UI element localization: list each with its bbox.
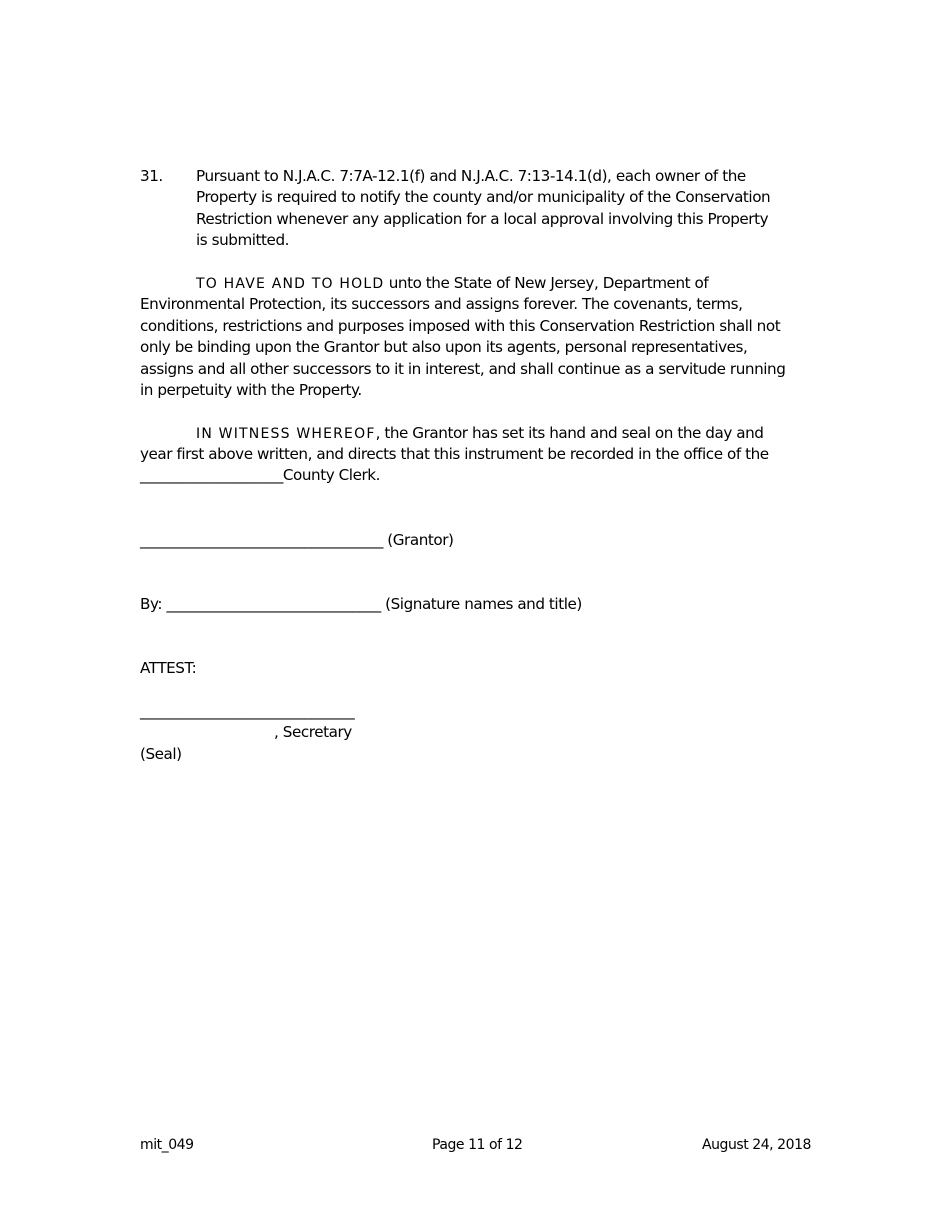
item31-line-2: Property is required to notify the county and/or municipality of the Conservation (196, 188, 771, 206)
footer-date: August 24, 2018 (701, 1137, 811, 1153)
habendum-lead: TO HAVE AND TO HOLD (196, 276, 385, 292)
item31-line-4: is submitted. (196, 231, 290, 249)
footer-page-number: Page 11 of 12 (432, 1137, 523, 1153)
secretary-label: , Secretary (274, 723, 352, 741)
habendum-line-4: only be binding upon the Grantor but also upon its agents, personal representatives, (140, 338, 748, 356)
item31-line-3: Restriction whenever any application for a local approval involving this Property (196, 210, 769, 228)
attest-signature-line: ______________________________ (140, 702, 355, 720)
habendum-line-2: Environmental Protection, its successors and assigns forever. The covenants, terms, (140, 295, 743, 313)
witness-line-3: ____________________County Clerk. (140, 466, 380, 484)
habendum-first-line (196, 274, 708, 292)
habendum-line-6: in perpetuity with the Property. (140, 381, 362, 399)
item-number: 31. (140, 167, 163, 185)
witness-first-line (196, 424, 763, 442)
habendum-line-3: conditions, restrictions and purposes imposed with this Conservation Restriction shall not (140, 317, 781, 335)
attest-label: ATTEST: (140, 659, 197, 677)
seal-label: (Seal) (140, 745, 182, 763)
by-signature-line: By: ______________________________ (Signature names and title) (140, 595, 582, 613)
item31-line-1: Pursuant to N.J.A.C. 7:7A-12.1(f) and N.J.A.C. 7:13-14.1(d), each owner of the (196, 167, 746, 185)
grantor-signature-line: __________________________________ (Grantor) (140, 531, 454, 549)
witness-lead: IN WITNESS WHEREOF (196, 426, 376, 442)
witness-line-2: year first above written, and directs that this instrument be recorded in the office of the (140, 445, 769, 463)
habendum-line-5: assigns and all other successors to it in interest, and shall continue as a servitude running (140, 360, 786, 378)
witness-first-rest: , the Grantor has set its hand and seal on the day and (375, 424, 764, 442)
habendum-first-rest: unto the State of New Jersey, Department of (384, 274, 709, 292)
footer-doc-id: mit_049 (140, 1137, 194, 1153)
